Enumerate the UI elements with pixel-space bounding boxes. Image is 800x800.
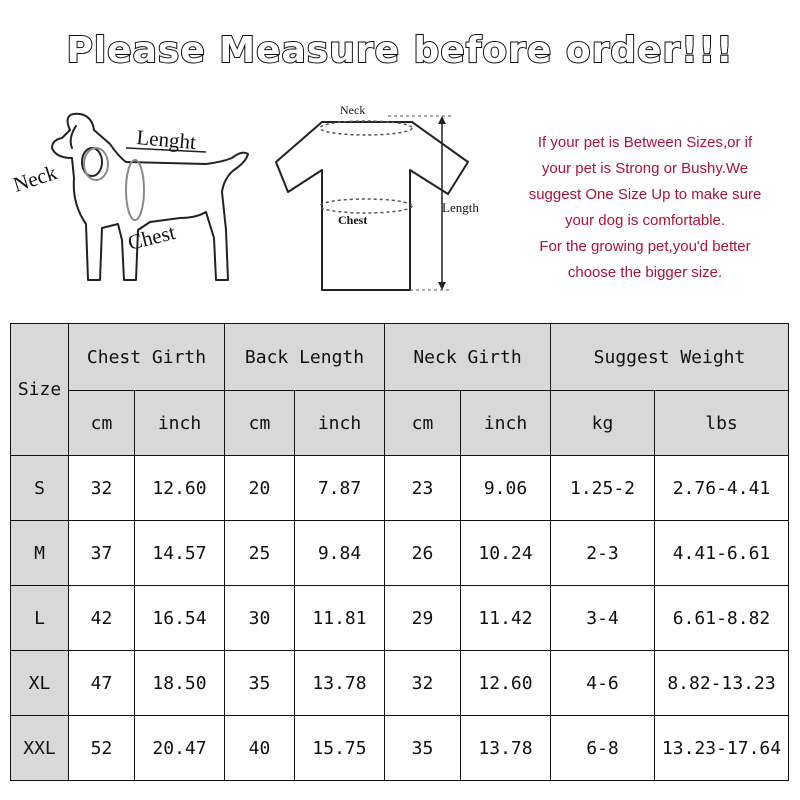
table-cell: 11.81 <box>295 586 385 651</box>
table-cell: 15.75 <box>295 716 385 781</box>
shirt-chest-label: Chest <box>338 213 368 227</box>
table-row <box>11 586 789 651</box>
size-chart-table <box>10 323 789 781</box>
shirt-length-label: Length <box>442 200 479 215</box>
note-line: suggest One Size Up to make sure <box>528 186 762 203</box>
table-cell: 20 <box>225 456 295 521</box>
length-arrow-up-icon <box>438 116 446 124</box>
unit-header: inch <box>135 391 225 456</box>
table-cell: 12.60 <box>135 456 225 521</box>
table-cell: 8.82-13.23 <box>655 651 789 716</box>
table-cell: 10.24 <box>461 521 551 586</box>
table-cell: 35 <box>385 716 461 781</box>
table-cell: 23 <box>385 456 461 521</box>
table-cell: 7.87 <box>295 456 385 521</box>
table-cell: 13.78 <box>295 651 385 716</box>
size-cell: XXL <box>11 716 69 781</box>
table-unit-row <box>11 391 789 456</box>
table-header-row <box>11 324 789 391</box>
dog-length-label: Lenght <box>135 125 197 155</box>
unit-header: cm <box>69 391 135 456</box>
table-row <box>11 716 789 781</box>
unit-header: cm <box>225 391 295 456</box>
table-cell: 9.06 <box>461 456 551 521</box>
table-cell: 35 <box>225 651 295 716</box>
back-length-header: Back Length <box>225 324 385 391</box>
note-line: your dog is comfortable. <box>564 212 726 229</box>
size-cell: L <box>11 586 69 651</box>
table-cell: 18.50 <box>135 651 225 716</box>
table-cell: 4-6 <box>551 651 655 716</box>
table-cell: 47 <box>69 651 135 716</box>
table-cell: 11.42 <box>461 586 551 651</box>
note-line: If your pet is Between Sizes,or if <box>537 134 753 151</box>
unit-header: lbs <box>655 391 789 456</box>
note-line: choose the bigger size. <box>567 264 723 281</box>
table-cell: 40 <box>225 716 295 781</box>
length-arrow-down-icon <box>438 282 446 290</box>
table-cell: 37 <box>69 521 135 586</box>
dog-measurement-diagram <box>10 100 270 300</box>
size-cell: XL <box>11 651 69 716</box>
suggest-weight-header: Suggest Weight <box>551 324 789 391</box>
shirt-outline <box>276 122 468 290</box>
table-cell: 32 <box>69 456 135 521</box>
neck-girth-header: Neck Girth <box>385 324 551 391</box>
table-row <box>11 651 789 716</box>
dog-neck-label: Neck <box>10 160 60 197</box>
page-title: Please Measure before order!!! <box>66 30 734 71</box>
table-cell: 4.41-6.61 <box>655 521 789 586</box>
unit-header: cm <box>385 391 461 456</box>
table-cell: 2-3 <box>551 521 655 586</box>
table-cell: 52 <box>69 716 135 781</box>
table-cell: 12.60 <box>461 651 551 716</box>
table-cell: 25 <box>225 521 295 586</box>
sizing-advice-note <box>505 130 785 286</box>
table-cell: 6.61-8.82 <box>655 586 789 651</box>
chest-girth-header: Chest Girth <box>69 324 225 391</box>
dog-chest-label: Chest <box>125 219 178 255</box>
table-cell: 20.47 <box>135 716 225 781</box>
size-cell: M <box>11 521 69 586</box>
unit-header: inch <box>461 391 551 456</box>
table-cell: 13.78 <box>461 716 551 781</box>
table-cell: 3-4 <box>551 586 655 651</box>
note-line: For the growing pet,you'd better <box>539 238 751 255</box>
table-cell: 13.23-17.64 <box>655 716 789 781</box>
chest-measure-line <box>126 160 144 220</box>
table-cell: 1.25-2 <box>551 456 655 521</box>
table-cell: 14.57 <box>135 521 225 586</box>
shirt-chest-line <box>320 199 412 213</box>
table-cell: 29 <box>385 586 461 651</box>
table-cell: 16.54 <box>135 586 225 651</box>
shirt-neck-label: Neck <box>340 103 366 117</box>
shirt-neck-line <box>320 121 412 135</box>
table-cell: 32 <box>385 651 461 716</box>
table-cell: 6-8 <box>551 716 655 781</box>
table-cell: 9.84 <box>295 521 385 586</box>
table-row <box>11 456 789 521</box>
shirt-measurement-diagram <box>270 100 495 300</box>
table-cell: 42 <box>69 586 135 651</box>
unit-header: kg <box>551 391 655 456</box>
table-row <box>11 521 789 586</box>
table-cell: 2.76-4.41 <box>655 456 789 521</box>
unit-header: inch <box>295 391 385 456</box>
table-cell: 26 <box>385 521 461 586</box>
size-cell: S <box>11 456 69 521</box>
size-header: Size <box>11 324 69 456</box>
table-cell: 30 <box>225 586 295 651</box>
note-line: your pet is Strong or Bushy.We <box>541 160 749 177</box>
